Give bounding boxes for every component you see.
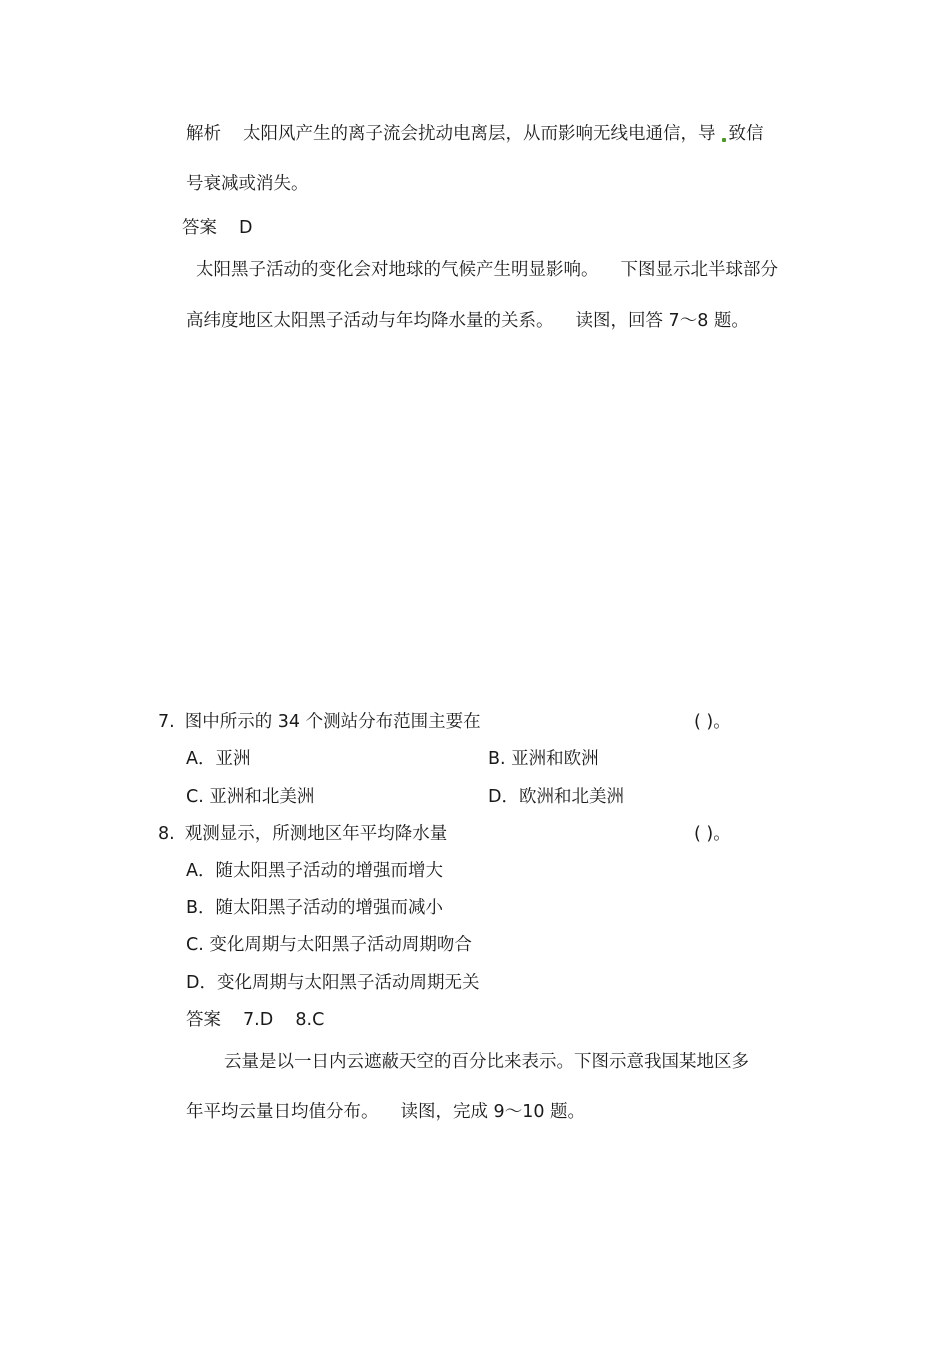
intro-7-8-text-d: 读图，回答 7～8 题。 <box>575 311 749 331</box>
question-8-option-a: A．随太阳黑子活动的增强而增大 <box>186 861 443 881</box>
intro-9-10-line1: 云量是以一日内云遮蔽天空的百分比来表示。下图示意我国某地区多 <box>224 1052 749 1072</box>
analysis-label: 解析 <box>186 124 221 144</box>
annotation-dot-icon <box>722 138 726 142</box>
question-7-text: 图中所示的 34 个测站分布范围主要在 <box>184 712 481 732</box>
question-7-option-b: B. 亚洲和欧洲 <box>488 749 599 769</box>
question-8-stem <box>158 823 447 845</box>
question-8-number: 8. <box>158 824 175 844</box>
intro-7-8-text-b: 下图显示北半球部分 <box>620 260 778 280</box>
question-8-option-c: C. 变化周期与太阳黑子活动周期吻合 <box>186 935 472 955</box>
analysis-text: 太阳风产生的离子流会扰动电离层，从而影响无线电通信，导 <box>243 124 716 144</box>
intro-7-8-text-a: 太阳黑子活动的变化会对地球的气候产生明显影响。 <box>196 260 599 280</box>
answer-7-8 <box>186 1009 324 1031</box>
question-7-option-a: A．亚洲 <box>186 749 251 769</box>
answer-value: 7.D 8.C <box>243 1010 325 1030</box>
question-7-option-c: C. 亚洲和北美洲 <box>186 787 315 807</box>
question-8-option-b: B．随太阳黑子活动的增强而减小 <box>186 898 444 918</box>
question-7-number: 7. <box>158 712 175 732</box>
question-8-answer-blank: ( )。 <box>694 824 731 844</box>
question-8-text: 观测显示，所测地区年平均降水量 <box>184 824 448 844</box>
analysis-paragraph-line2: 号衰减或消失。 <box>186 174 309 194</box>
intro-9-10-line2 <box>186 1101 585 1123</box>
intro-7-8-line2 <box>186 310 749 332</box>
answer-label: 答案 <box>182 218 217 238</box>
intro-7-8-text-c: 高纬度地区太阳黑子活动与年均降水量的关系。 <box>186 311 554 331</box>
intro-7-8-line1 <box>196 259 778 281</box>
question-7-stem <box>158 711 481 733</box>
answer-value: D <box>239 218 253 238</box>
question-7-answer-blank: ( )。 <box>694 712 731 732</box>
intro-9-10-text-a: 年平均云量日均值分布。 <box>186 1102 379 1122</box>
analysis-text-end: 致信 <box>728 124 764 144</box>
analysis-paragraph-line1 <box>186 123 764 145</box>
answer-6 <box>182 217 252 239</box>
question-8-option-d: D．变化周期与太阳黑子活动周期无关 <box>186 973 480 993</box>
intro-9-10-text-b: 读图，完成 9～10 题。 <box>400 1102 586 1122</box>
question-7-option-d: D．欧洲和北美洲 <box>488 787 624 807</box>
answer-label: 答案 <box>186 1010 221 1030</box>
